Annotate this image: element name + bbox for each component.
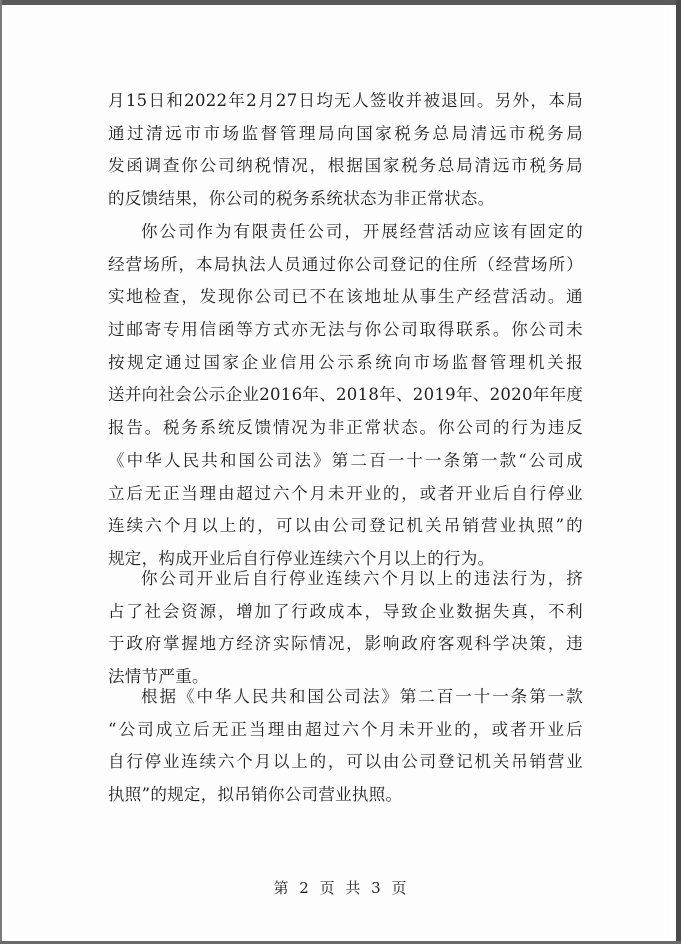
paragraph-2-line-6: 送并向社会公示企业2016年、2018年、2019年、2020年年度 bbox=[108, 385, 584, 405]
paragraph-3 bbox=[108, 563, 583, 694]
paragraph-2-line-7: 报告。税务系统反馈情况为非正常状态。你公司的行为违反 bbox=[108, 418, 583, 438]
paragraph-2-line-8: 《中华人民共和国公司法》第二百一十一条第一款“公司成 bbox=[108, 450, 583, 470]
paragraph-4-line-3: 自行停业连续六个月以上的，可以由公司登记机关吊销营业 bbox=[108, 752, 583, 772]
paragraph-1-line-1: 月15日和2022年2月27日均无人签收并被退回。另外，本局 bbox=[108, 91, 583, 110]
paragraph-2-line-9: 立后无正当理由超过六个月未开业的，或者开业后自行停业 bbox=[108, 483, 583, 503]
paragraph-3-line-1: 你公司开业后自行停业连续六个月以上的违法行为，挤 bbox=[141, 569, 583, 588]
paragraph-4-line-2: “公司成立后无正当理由超过六个月未开业的，或者开业后 bbox=[108, 719, 583, 739]
paragraph-3-line-3: 于政府掌握地方经济实际情况，影响政府客观科学决策，违 bbox=[108, 634, 583, 654]
paragraph-2-line-4: 过邮寄专用信函等方式亦无法与你公司取得联系。你公司未 bbox=[108, 320, 583, 340]
window-border-right bbox=[676, 0, 681, 944]
paragraph-1-line-3: 发函调查你公司纳税情况，根据国家税务总局清远市税务局 bbox=[108, 156, 583, 176]
paragraph-3-line-4: 法情节严重。 bbox=[108, 667, 209, 687]
paragraph-1-line-4: 的反馈结果，你公司的税务系统状态为非正常状态。 bbox=[108, 189, 495, 209]
paragraph-2-line-2: 经营场所，本局执法人员通过你公司登记的住所（经营场所） bbox=[108, 254, 583, 274]
paragraph-1-line-2: 通过清远市市场监督管理局向国家税务总局清远市税务局 bbox=[108, 123, 583, 143]
paragraph-2 bbox=[108, 216, 583, 576]
window-border-left bbox=[0, 0, 2, 944]
paragraph-1 bbox=[108, 85, 583, 216]
paragraph-2-line-3: 实地检查，发现你公司已不在该地址从事生产经营活动。通 bbox=[108, 287, 583, 307]
paragraph-2-line-11: 规定，构成开业后自行停业连续六个月以上的行为。 bbox=[108, 548, 495, 568]
paragraph-4 bbox=[108, 681, 583, 812]
paragraph-2-line-1: 你公司作为有限责任公司，开展经营活动应该有固定的 bbox=[141, 222, 583, 241]
paragraph-4-line-4: 执照”的规定，拟吊销你公司营业执照。 bbox=[108, 785, 403, 805]
paragraph-3-line-2: 占了社会资源，增加了行政成本，导致企业数据失真，不利 bbox=[108, 601, 583, 621]
window-border-top bbox=[0, 0, 681, 5]
paragraph-2-line-10: 连续六个月以上的，可以由公司登记机关吊销营业执照”的 bbox=[108, 516, 583, 536]
paragraph-2-line-5: 按规定通过国家企业信用公示系统向市场监督管理机关报 bbox=[108, 352, 583, 372]
page-number: 第 2 页 共 3 页 bbox=[273, 879, 408, 897]
paragraph-4-line-1: 根据《中华人民共和国公司法》第二百一十一条第一款 bbox=[141, 687, 583, 706]
